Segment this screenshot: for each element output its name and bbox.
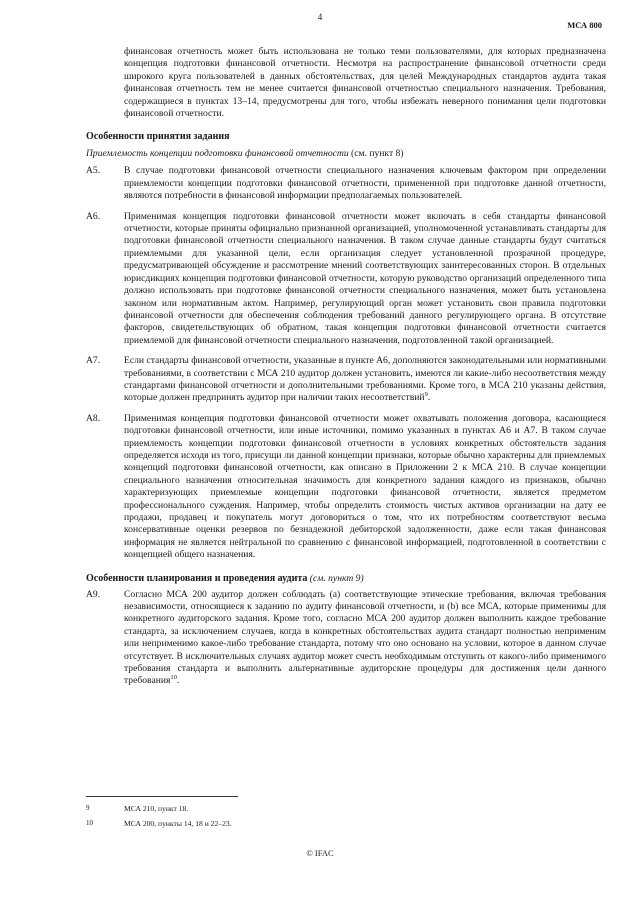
paragraph-a7 [86, 355, 606, 405]
subheading-title: Приемлемость концепции подготовки финансовой отчетности [86, 148, 349, 160]
section-heading-reference: (см. пункт 9) [307, 572, 364, 584]
paragraph-text [124, 589, 606, 688]
footnote-text: МСА 210, пункт 18. [124, 804, 189, 813]
paragraph-a9 [86, 589, 606, 688]
footnote-text: МСА 200, пункты 14, 18 и 22–23. [124, 819, 232, 828]
paragraph-a6 [86, 211, 606, 347]
paragraph-text [124, 355, 606, 405]
paragraph-number: A7. [86, 355, 101, 367]
footnote-divider [86, 796, 238, 797]
section-heading-text: Особенности планирования и проведения аудита [86, 572, 308, 584]
footnote-9 [86, 804, 606, 813]
intro-paragraph: финансовая отчетность может быть использована не только теми пользователями, для которых предназначена концепция подготовки финансовой отчетности. Несмотря на распространение финансовой отчетности среди широкого круга пользователей в данных обстоятельствах, для целей Международных стандартов аудита такая финансовая отчетность тем не менее считается финансовой отчетностью специального назначения. Требования, содержащиеся в пунктах 13–14, предусмотрены для того, чтобы избежать неверного понимания цели подготовки финансовой отчетности. [124, 46, 606, 120]
subheading-reference: (см. пункт 8) [348, 148, 404, 160]
footnote-10 [86, 819, 606, 828]
paragraph-text: В случае подготовки финансовой отчетности специального назначения ключевым фактором при определении приемлемости концепции подготовки финансовой отчетности, примененной при подготовке данной отчетности, являются потребности в финансовой информации предполагаемых пользователей. [124, 165, 606, 202]
document-code: МСА 800 [567, 20, 602, 30]
footnote-reference[interactable]: 9 [424, 391, 428, 399]
paragraph-number: A9. [86, 588, 101, 600]
page-number: 4 [317, 12, 323, 22]
paragraph-a8 [86, 413, 606, 562]
section-heading-acceptance: Особенности принятия задания [86, 131, 230, 143]
subheading-framework-acceptability [86, 148, 606, 159]
footnote-number: 10 [86, 819, 93, 827]
paragraph-number: A6. [86, 210, 101, 222]
paragraph-number: A8. [86, 412, 101, 424]
footnote-reference[interactable]: 10 [170, 674, 177, 682]
paragraph-number: A5. [86, 165, 101, 177]
copyright-footer: © IFAC [306, 848, 334, 858]
section-heading-planning [86, 573, 606, 584]
footnote-number: 9 [86, 804, 90, 812]
paragraph-body: Если стандарты финансовой отчетности, указанные в пункте А6, дополняются законодательными или нормативными требованиями, в соответствии с МСА 210 аудитор должен установить, имеются ли какие-либо несоответствия между стандартами финансовой отчетности и дополнительными требованиями. Кроме того, в МСА 210 указаны действия, которые должен предпринять аудитор при наличии таких несоответствий [124, 355, 606, 404]
paragraph-text: Применимая концепция подготовки финансовой отчетности может включать в себя стандарты финансовой отчетности, которые приняты официально признанной организацией, уполномоченной устанавливать стандарты для подготовки финансовой отчетности специального назначения. В таком случае данные стандарты будут считаться приемлемыми для указанной цели, если организация следует установленной прозрачной процедуре, предусматривающей обсуждение и рассмотрение мнений соответствующих заинтересованных сторон. В отдельных юрисдикциях концепция подготовки финансовой отчетности, которую руководство организаций определенного типа должно использовать при подготовке финансовой отчетности специального назначения, может быть установлена законом или нормативным актом. Например, регулирующий орган может установить свои правила подготовки финансовой отчетности для обеспечения соблюдения требований данного регулирующего органа. В отсутствие факторов, свидетельствующих об обратном, такая концепция подготовки финансовой отчетности считается приемлемой для финансовой отчетности специального назначения, подготовленной такой организацией. [124, 210, 606, 346]
paragraph-text: Применимая концепция подготовки финансовой отчетности может охватывать положения договора, касающиеся подготовки финансовой отчетности, или иные источники, помимо указанных в пунктах А6 и А7. В таком случае приемлемость концепции подготовки финансовой отчетности в условиях конкретных обстоятельств задания определяется исходя из того, присущи ли данной концепции признаки, которые обычно характерны для приемлемых концепций подготовки финансовой отчетности, как описано в Приложении 2 к МСА 210. В случае концепции специального назначения относительная значимость для конкретного задания каждого из признаков, обычно характеризующих приемлемые концепции подготовки финансовой отчетности, является предметом профессионального суждения. Например, чтобы определить стоимость чистых активов организации на дату ее продажи, продавец и покупатель могут договориться о том, что их потребностям соответствуют весьма консервативные оценки резервов по безнадежной дебиторской задолженности, даже если такая финансовая информация не является нейтральной по сравнению с финансовой информацией, подготовленной в соответствии с концепцией общего назначения. [124, 412, 606, 561]
paragraph-body: Согласно МСА 200 аудитор должен соблюдать (a) соответствующие этические требования, включая требования независимости, относящиеся к заданию по аудиту финансовой отчетности, и (b) все МСА, которые применимы для конкретного аудиторского задания. Кроме того, согласно МСА 200 аудитор должен выполнить каждое требование стандарта, за исключением случаев, когда в конкретных обстоятельствах аудита стандарт полностью неприменим или неприменимо какое-либо требование стандарта, потому что оно основано на условии, которое в данном случае отсутствует. В исключительных случаях аудитор может счесть необходимым отступить от какого-либо применимого требования стандарта и выполнить альтернативные аудиторские процедуры для достижения цели данного требования [124, 588, 606, 687]
paragraph-tail: . [427, 392, 431, 404]
footnotes [86, 804, 606, 834]
page-body [86, 46, 606, 696]
paragraph-a5 [86, 165, 606, 202]
paragraph-tail: . [176, 675, 180, 687]
